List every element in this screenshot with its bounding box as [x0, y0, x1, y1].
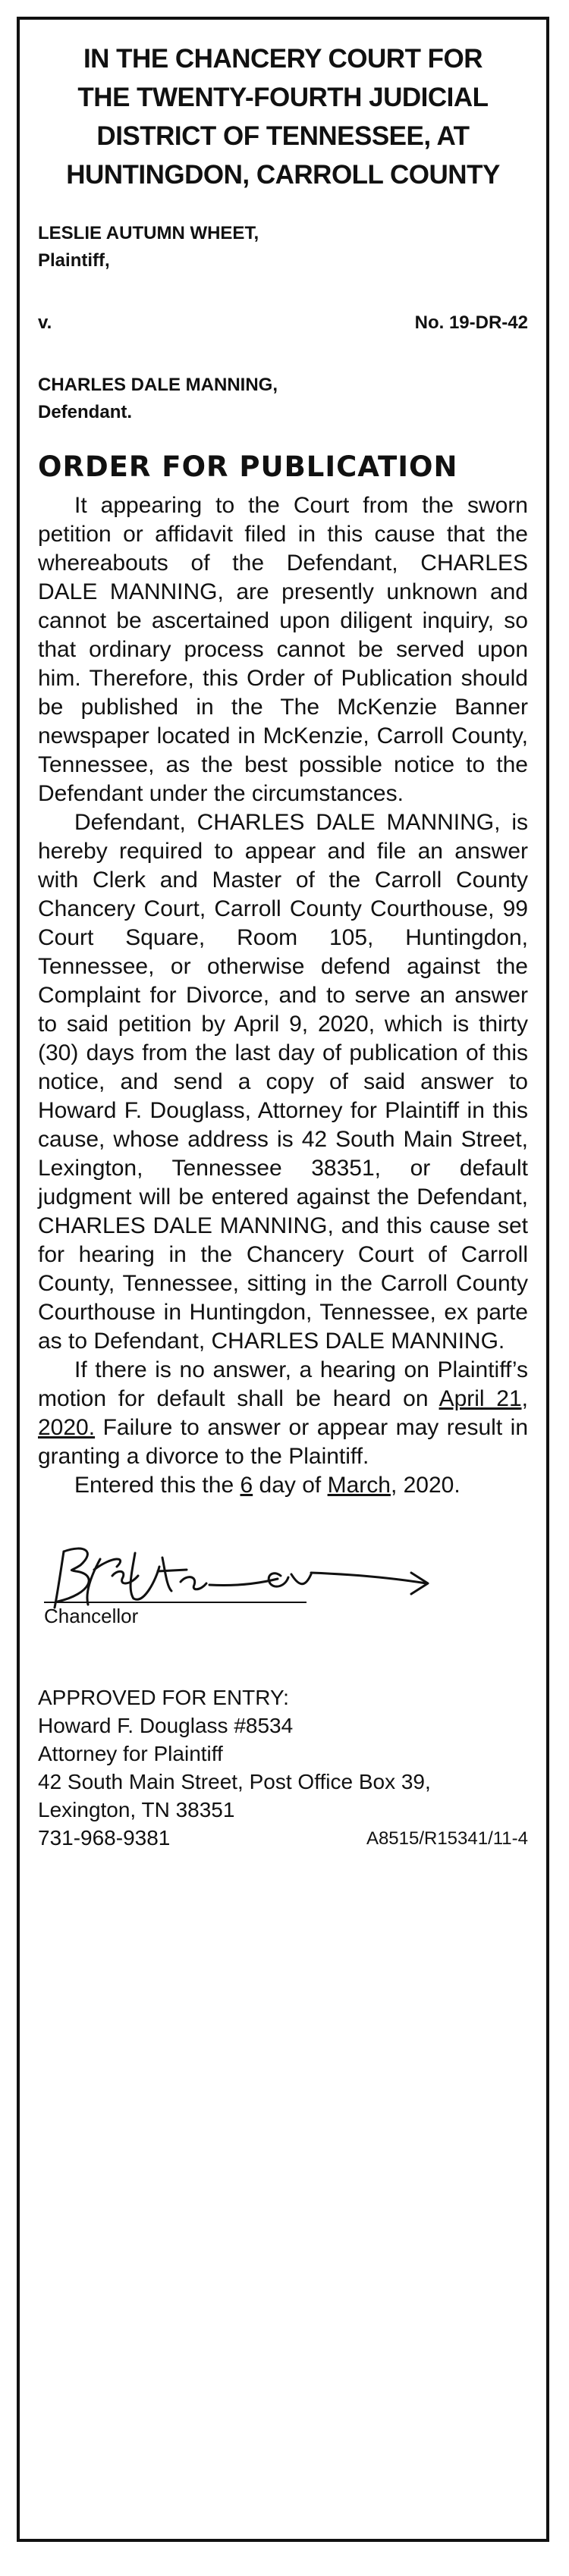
footer-row — [38, 1824, 528, 1852]
court-heading-line: IN THE CHANCERY COURT FOR — [83, 44, 483, 74]
order-paragraph-2: Defendant, CHARLES DALE MANNING, is hereby required to appear and file an answer with Clerk and Master of the Carroll County Chancery Court, Carroll County Courthouse, 99 Court Square, Room 105, Huntingdon, Tennessee, or otherwise defend against the Complaint for Divorce, and to serve an answer to said petition by April 9, 2020, which is thirty (30) days from the last day of publication of this notice, and send a copy of said answer to Howard F. Douglass, Attorney for Plaintiff in this cause, whose address is 42 South Main Street, Lexington, Tennessee 38351, or default judgment will be entered against the Defendant, CHARLES DALE MANNING, and this cause set for hearing in the Chancery Court of Carroll County, Tennessee, sitting in the Carroll County Courthouse in Huntingdon, Tennessee, ex parte as to Defendant, CHARLES DALE MANNING. — [38, 810, 528, 1354]
court-heading-line: THE TWENTY-FOURTH JUDICIAL — [77, 83, 489, 112]
signature-line — [44, 1602, 307, 1603]
order-title: ORDER FOR PUBLICATION — [38, 450, 458, 483]
hearing-date: April 21, 2020. — [38, 1386, 528, 1440]
court-heading-line: HUNTINGDON, CARROLL COUNTY — [66, 160, 500, 190]
attorney-phone: 731-968-9381 — [38, 1826, 171, 1850]
plaintiff-role: Plaintiff, — [38, 250, 110, 271]
entered-mid: day of — [259, 1473, 322, 1498]
attorney-name: Howard F. Douglass #8534 — [38, 1714, 294, 1737]
attorney-city: Lexington, TN 38351 — [38, 1798, 235, 1821]
approved-heading: APPROVED FOR ENTRY: — [38, 1686, 289, 1709]
defendant-name: CHARLES DALE MANNING, — [38, 375, 278, 395]
paragraph-3-text: If there is no answer, a hearing on Plaintiff’s motion for default shall be heard on — [38, 1357, 528, 1411]
versus-row — [38, 309, 528, 337]
court-heading — [38, 39, 528, 194]
plaintiff-name: LESLIE AUTUMN WHEET, — [38, 223, 259, 243]
attorney-address: 42 South Main Street, Post Office Box 39, — [38, 1770, 431, 1793]
entered-month: March — [327, 1473, 391, 1498]
entered-line — [38, 1471, 528, 1500]
plaintiff-block — [38, 220, 528, 275]
chancellor-signature — [38, 1526, 463, 1617]
versus-label: v. — [38, 312, 52, 333]
order-paragraph-3 — [38, 1356, 528, 1471]
defendant-role: Defendant. — [38, 402, 133, 422]
reference-code: A8515/R15341/11-4 — [366, 1828, 528, 1849]
signature-block — [38, 1526, 528, 1639]
court-heading-line: DISTRICT OF TENNESSEE, AT — [96, 121, 470, 151]
entered-prefix: Entered this the — [74, 1473, 234, 1498]
approved-block — [38, 1683, 528, 1852]
signature-label: Chancellor — [44, 1605, 139, 1627]
order-paragraph-1: It appearing to the Court from the sworn petition or affidavit filed in this cause that the whereabouts of the Defendant, CHARLES DALE MANNING, are presently unknown and cannot be ascertained upon diligent inquiry, so that ordinary process cannot be served upon him. Therefore, this Order of Publication should be published in the The McKenzie Banner newspaper located in McKenzie, Carroll County, Tennessee, as the best possible notice to the Defendant under the circumstances. — [38, 493, 528, 806]
case-number: No. 19-DR-42 — [414, 312, 528, 333]
paragraph-3-text-end: Failure to answer or appear may result in granting a divorce to the Plaintiff. — [38, 1415, 528, 1469]
entered-year: , 2020. — [390, 1473, 461, 1498]
legal-notice — [17, 17, 549, 2542]
attorney-role: Attorney for Plaintiff — [38, 1742, 223, 1765]
defendant-block — [38, 372, 528, 426]
entered-day: 6 — [240, 1473, 253, 1498]
